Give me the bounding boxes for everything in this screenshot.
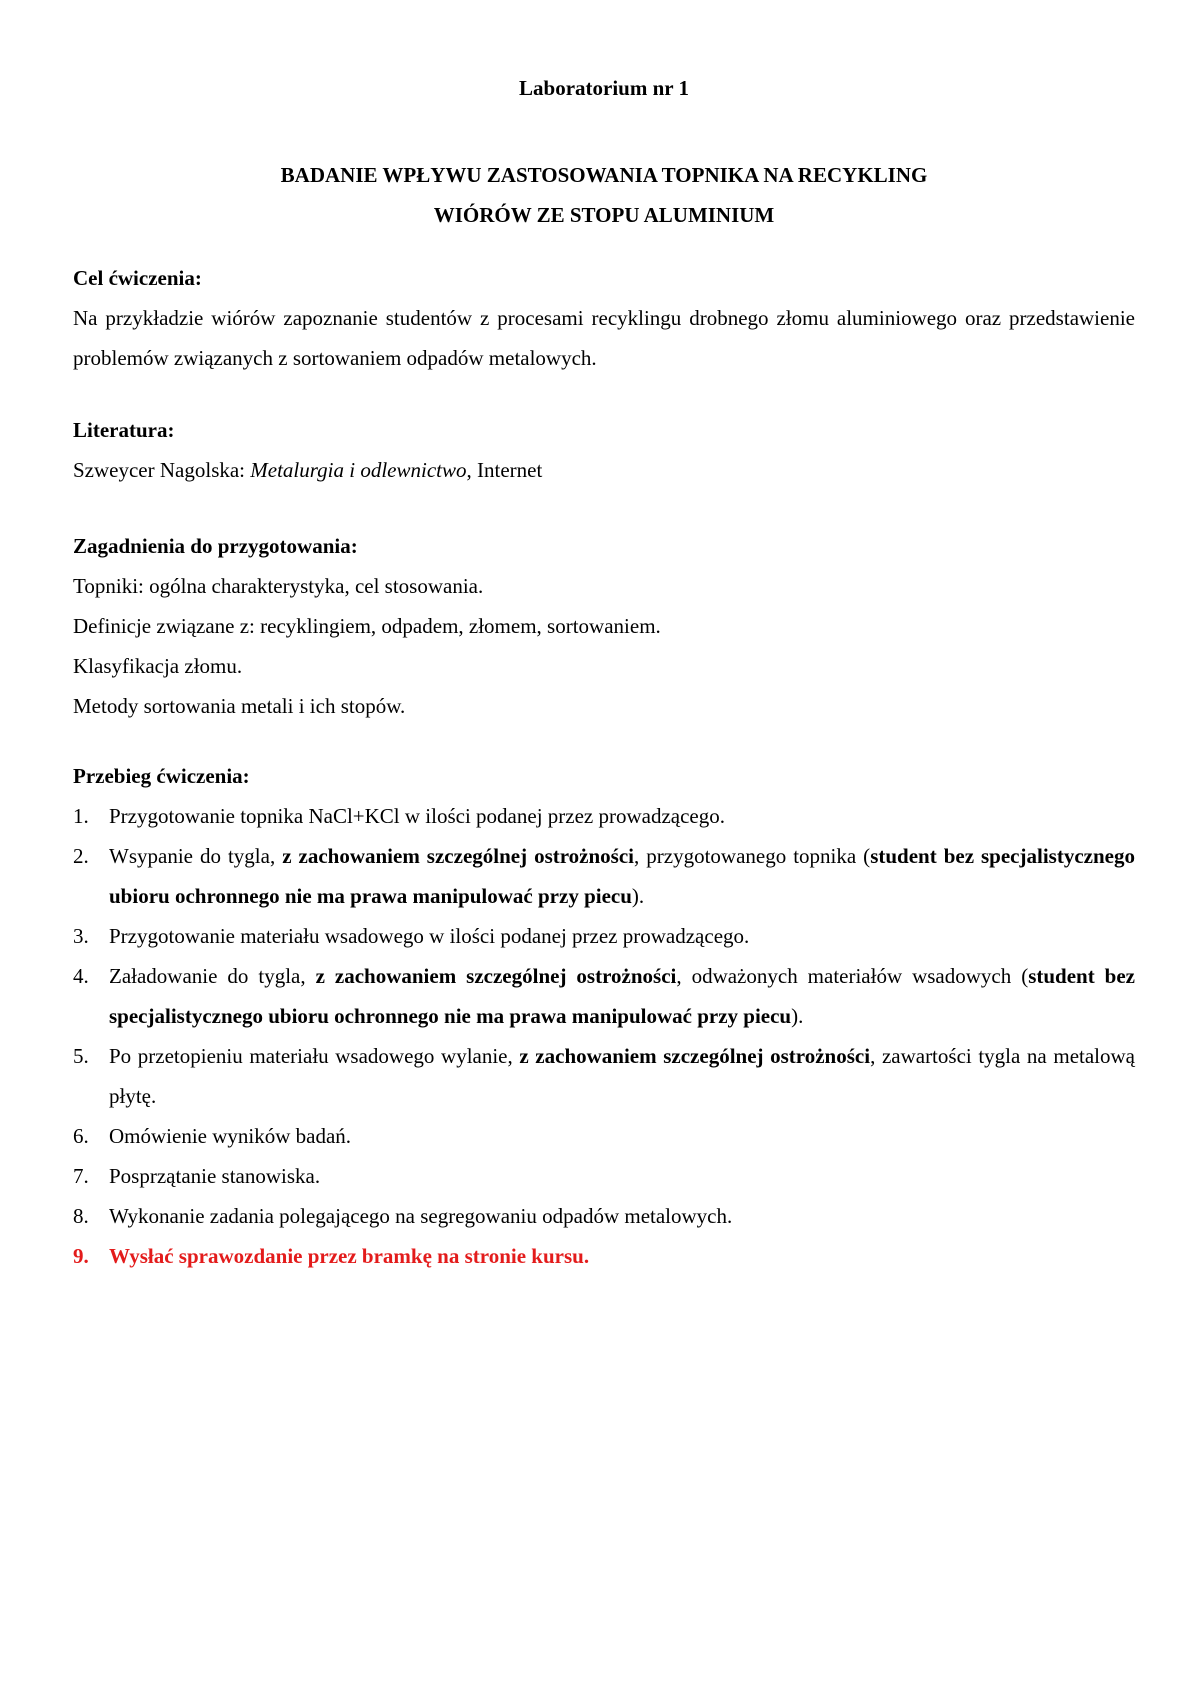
step-number: 4. [73,964,89,988]
literatura-rest: , Internet [466,458,543,482]
step-number: 6. [73,1124,89,1148]
step-bold-text: student bez specjalistycznego ubioru ochronnego nie ma prawa manipulować przy piecu [109,844,1135,908]
step-text: Wsypanie do tygla, [109,844,283,868]
step-bold-text: z zachowaniem szczególnej ostrożności [519,1044,871,1068]
step-number: 3. [73,924,89,948]
zagadnienia-heading: Zagadnienia do przygotowania: [73,534,358,558]
main-title-line-2: WIÓRÓW ZE STOPU ALUMINIUM [433,203,775,227]
cel-text: Na przykładzie wiórów zapoznanie studentów z procesami recyklingu drobnego złomu aluminiowego oraz przedstawienie problemów związanych z sortowaniem odpadów metalowych. [73,306,1135,370]
step-text: , przygotowanego topnika ( [634,844,871,868]
section-literatura [73,410,1135,490]
main-title [73,155,1135,235]
step-text: Posprzątanie stanowiska. [109,1164,321,1188]
step-item [73,1196,1135,1236]
step-number: 2. [73,844,89,868]
step-number: 8. [73,1204,89,1228]
step-item [73,956,1135,1036]
main-title-line-1: BADANIE WPŁYWU ZASTOSOWANIA TOPNIKA NA RECYKLING [280,163,928,187]
step-number: 1. [73,804,89,828]
step-number: 9. [73,1244,89,1268]
zagadnienia-item: Metody sortowania metali i ich stopów. [73,694,406,718]
literatura-entry [73,450,1135,490]
step-number: 5. [73,1044,89,1068]
step-bold-text: student bez specjalistycznego ubioru ochronnego nie ma prawa manipulować przy piecu [109,964,1136,1028]
step-number: 7. [73,1164,89,1188]
step-text: Wykonanie zadania polegającego na segregowaniu odpadów metalowych. [109,1204,733,1228]
cel-heading: Cel ćwiczenia: [73,266,202,290]
step-text: , odważonych materiałów wsadowych ( [676,964,1029,988]
section-zagadnienia [73,526,1135,726]
step-bold-text: z zachowaniem szczególnej ostrożności [315,964,677,988]
literatura-book: Metalurgia i odlewnictwo [250,458,467,482]
step-text: , zawartości tygla na metalową płytę. [109,1044,1136,1108]
literatura-author: Szweycer Nagolska: [73,458,251,482]
step-item [73,1156,1135,1196]
step-text: Omówienie wyników badań. [109,1124,352,1148]
zagadnienia-item: Klasyfikacja złomu. [73,654,243,678]
step-item [73,916,1135,956]
step-text: Wysłać sprawozdanie przez bramkę na stronie kursu. [109,1244,590,1268]
step-item [73,1036,1135,1116]
zagadnienia-item: Definicje związane z: recyklingiem, odpadem, złomem, sortowaniem. [73,614,661,638]
step-text: Po przetopieniu materiału wsadowego wylanie, [109,1044,520,1068]
przebieg-steps [73,796,1135,1276]
step-text: Załadowanie do tygla, [109,964,316,988]
step-item [73,796,1135,836]
literatura-heading: Literatura: [73,418,175,442]
section-przebieg [73,756,1135,1276]
step-bold-text: z zachowaniem szczególnej ostrożności [282,844,635,868]
step-item [73,836,1135,916]
step-text: Przygotowanie materiału wsadowego w ilości podanej przez prowadzącego. [109,924,750,948]
step-text: ). [791,1004,804,1028]
step-text: ). [631,884,645,908]
przebieg-heading: Przebieg ćwiczenia: [73,764,250,788]
document-page [73,0,1135,1696]
zagadnienia-item: Topniki: ogólna charakterystyka, cel stosowania. [73,574,484,598]
section-cel [73,258,1135,378]
step-item-highlighted [73,1236,1135,1276]
step-item [73,1116,1135,1156]
lab-title: Laboratorium nr 1 [519,76,689,100]
step-text: Przygotowanie topnika NaCl+KCl w ilości podanej przez prowadzącego. [109,804,725,828]
